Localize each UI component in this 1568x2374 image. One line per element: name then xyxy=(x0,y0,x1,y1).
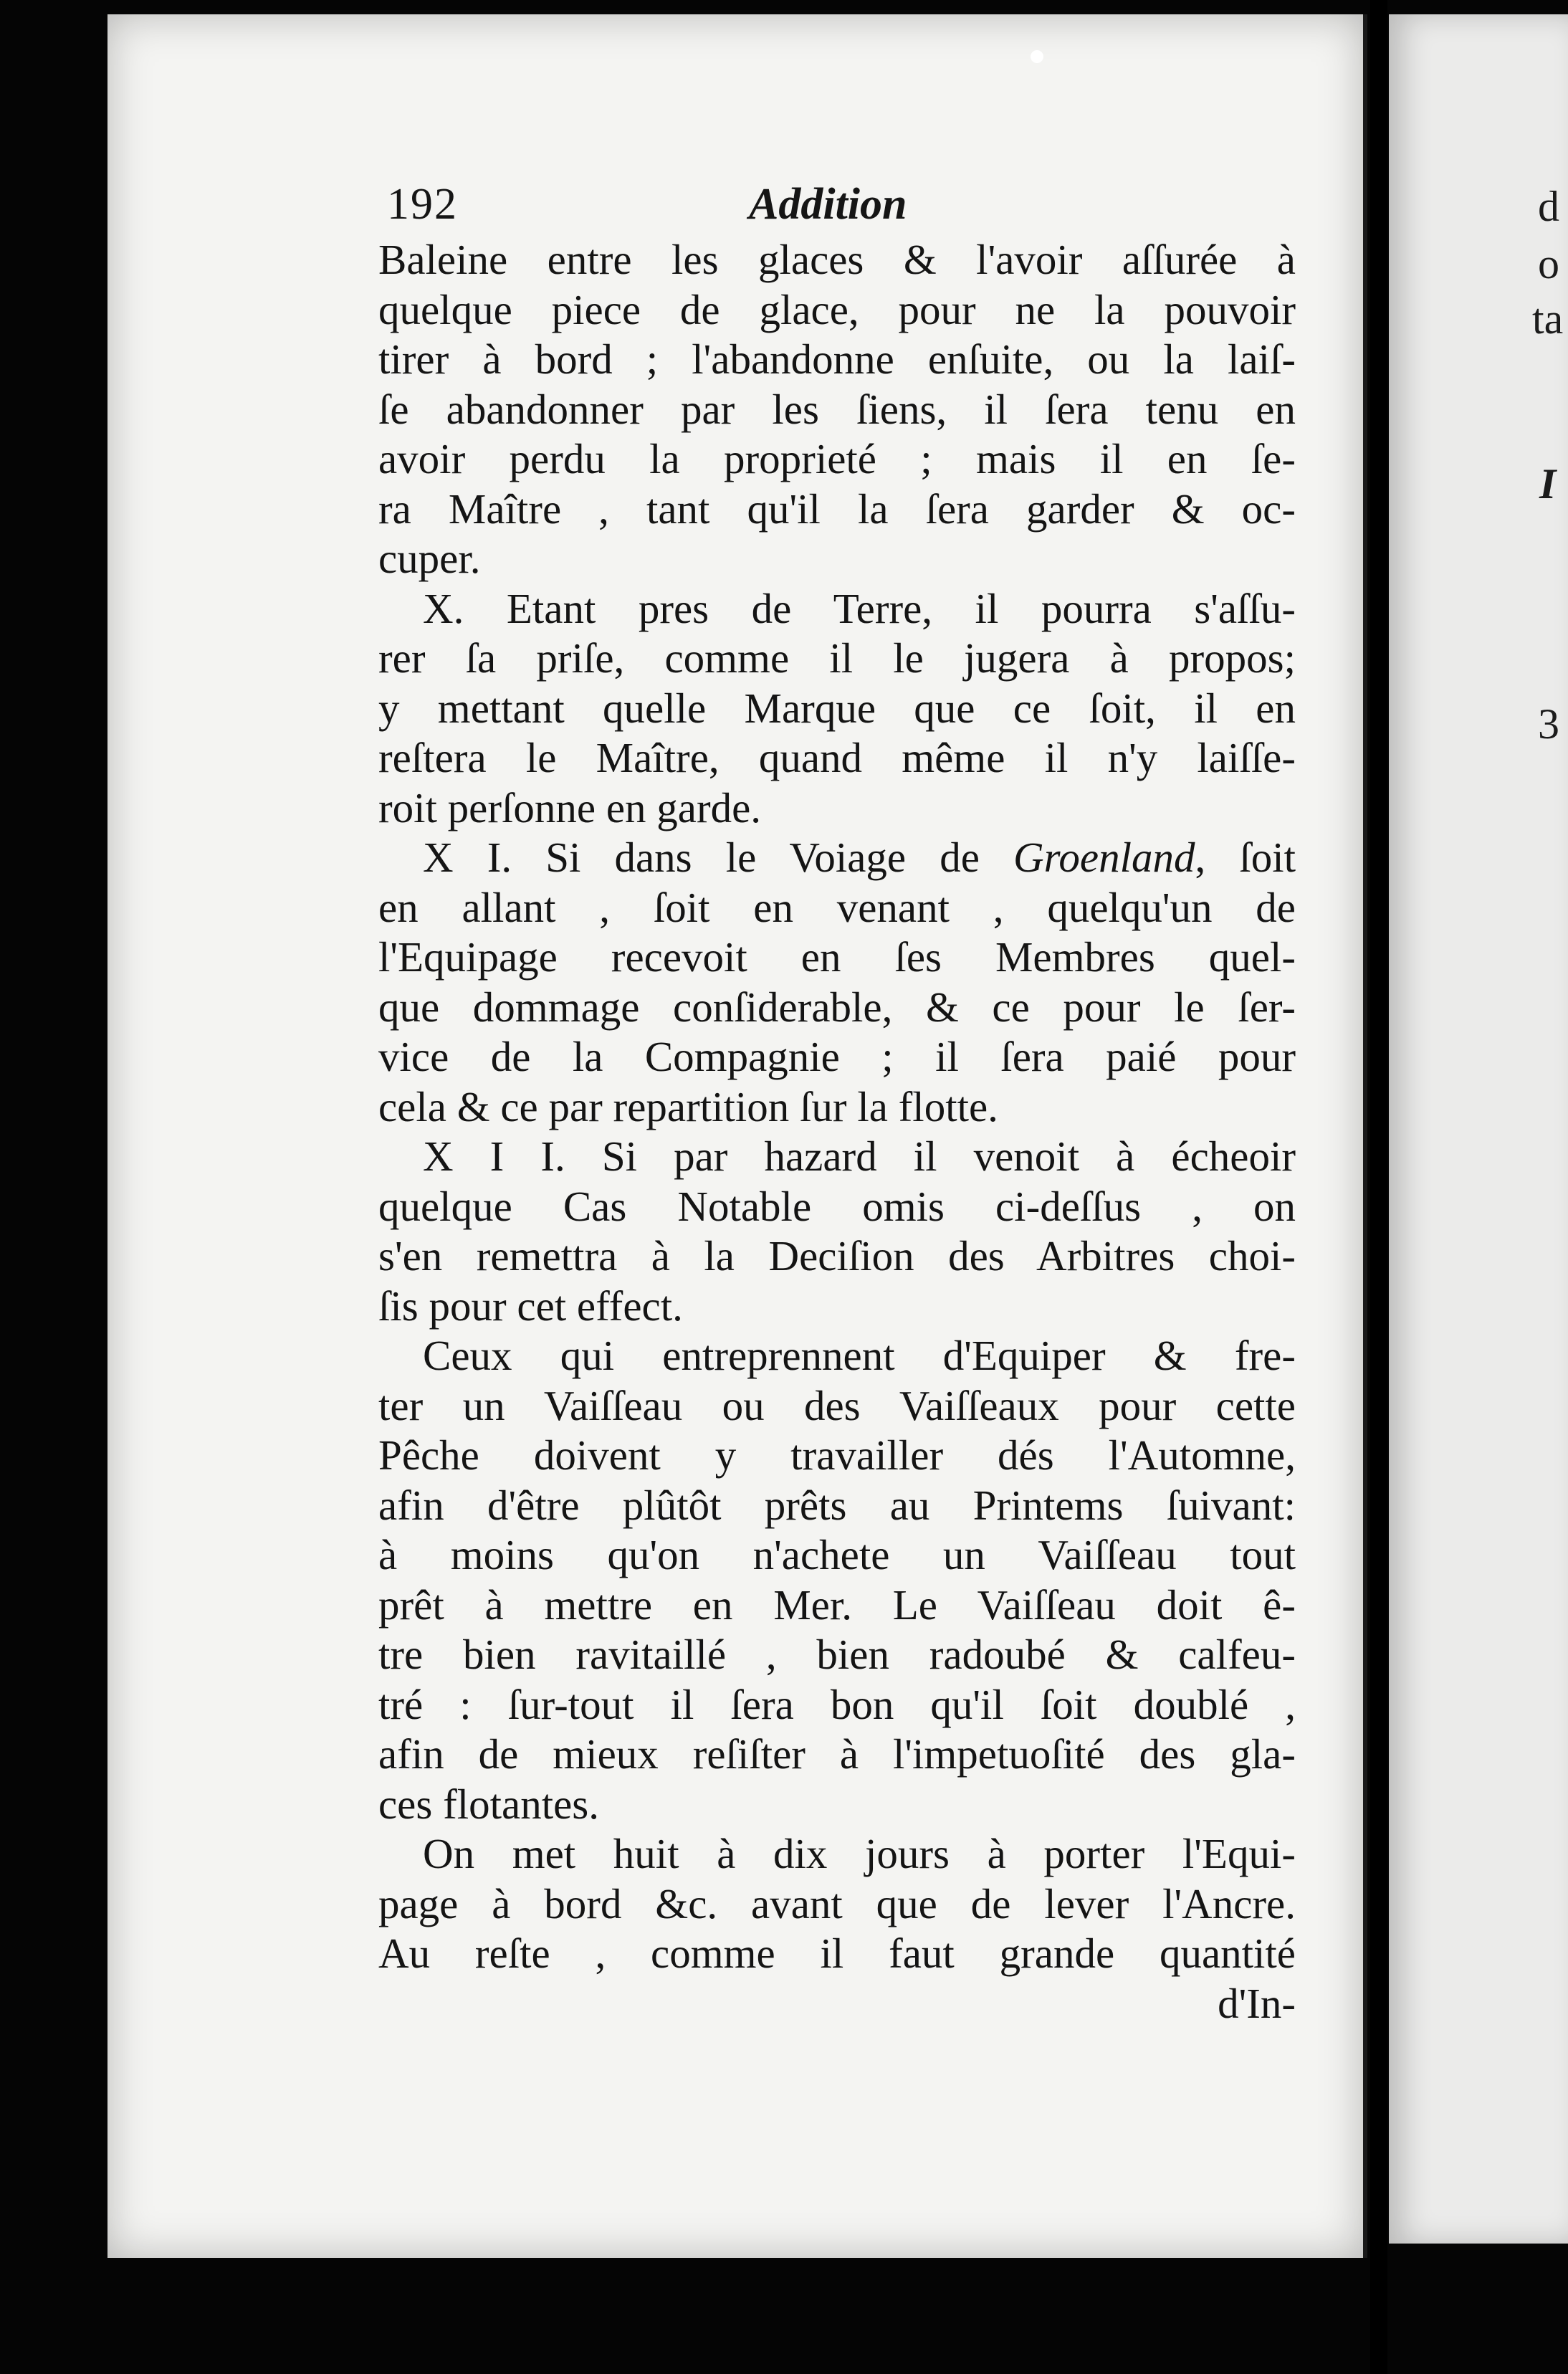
text-line: prêt à mettre en Mer. Le Vaiſſeau doit ê- xyxy=(378,1581,1296,1629)
facing-page-edge xyxy=(1389,14,1568,2244)
text-line: afin de mieux reſiſter à l'impetuoſité des gla- xyxy=(378,1730,1296,1778)
text-line: cuper. xyxy=(378,535,481,582)
text-line: tirer à bord ; l'abandonne enſuite, ou la laiſ- xyxy=(378,335,1296,383)
text-line: l'Equipage recevoit en ſes Membres quel- xyxy=(378,933,1296,981)
catchword: d'In- xyxy=(1218,1979,1296,2027)
running-head: Addition xyxy=(749,180,907,229)
text-line: que dommage conſiderable, & ce pour le ſer- xyxy=(378,983,1296,1031)
text-line: Au reſte , comme il faut grande quantité xyxy=(378,1930,1296,1977)
text-line: tre bien ravitaillé , bien radoubé & calfeu- xyxy=(378,1631,1296,1678)
facing-page-fragment: o xyxy=(1538,240,1559,287)
text-line: avoir perdu la proprieté ; mais il en ſe- xyxy=(378,435,1296,482)
facing-page-fragment: ta xyxy=(1532,295,1564,343)
text-line: vice de la Compagnie ; il ſera paié pour xyxy=(378,1033,1296,1080)
facing-page-fragment: I xyxy=(1539,460,1557,507)
place-name-italic: Groenland xyxy=(1013,834,1195,881)
text-line: y mettant quelle Marque que ce ſoit, il en xyxy=(378,684,1296,732)
text-line: quelque Cas Notable omis ci-deſſus , on xyxy=(378,1182,1296,1230)
text-line: roit perſonne en garde. xyxy=(378,783,762,831)
text-line: cela & ce par repartition ſur la flotte. xyxy=(378,1082,998,1130)
article-x-line: X. Etant pres de Terre, il pourra s'aſſu- xyxy=(423,584,1296,632)
text-line: ſe abandonner par les ſiens, il ſera tenu en xyxy=(378,385,1296,433)
text-line: ces flotantes. xyxy=(378,1780,599,1828)
text-line: page à bord &c. avant que de lever l'Ancre. xyxy=(378,1879,1296,1927)
text-line: tré : ſur-tout il ſera bon qu'il ſoit doublé , xyxy=(378,1680,1296,1728)
text-line: s'en remettra à la Deciſion des Arbitres choi- xyxy=(378,1232,1296,1279)
page-header xyxy=(387,179,1290,237)
paragraph-start-line: Ceux qui entreprennent d'Equiper & fre- xyxy=(423,1332,1296,1379)
body-text xyxy=(378,235,1296,2029)
text-line: Pêche doivent y travailler dés l'Automne, xyxy=(378,1431,1296,1479)
text-line: en allant , ſoit en venant , quelqu'un de xyxy=(378,883,1296,931)
facing-page-fragment: d xyxy=(1538,183,1559,230)
text-line: ra Maître , tant qu'il la ſera garder & oc- xyxy=(378,485,1296,533)
facing-page-fragment: 3 xyxy=(1538,700,1559,748)
text-line: à moins qu'on n'achete un Vaiſſeau tout xyxy=(378,1531,1296,1578)
article-xi-tail: , ſoit xyxy=(1195,834,1296,881)
text-line: ter un Vaiſſeau ou des Vaiſſeaux pour cette xyxy=(378,1381,1296,1429)
paragraph-start-line: On met huit à dix jours à porter l'Equi- xyxy=(423,1830,1296,1877)
text-line: rer ſa priſe, comme il le jugera à propos; xyxy=(378,634,1296,682)
article-xii-line: X I I. Si par hazard il venoit à écheoir xyxy=(423,1133,1296,1180)
text-line: afin d'être plûtôt prêts au Printems ſuivant: xyxy=(378,1481,1296,1529)
paper-speck xyxy=(1031,50,1043,63)
text-line: ſis pour cet effect. xyxy=(378,1282,683,1330)
text-line: quelque piece de glace, pour ne la pouvoir xyxy=(378,285,1296,333)
text-line: reſtera le Maître, quand même il n'y laiſſe- xyxy=(378,734,1296,781)
article-xi-line xyxy=(378,833,1296,883)
page-gutter xyxy=(1370,0,1387,2374)
article-xi-text: X I. Si dans le Voiage de xyxy=(423,834,980,881)
text-line: Baleine entre les glaces & l'avoir aſſurée à xyxy=(378,236,1296,283)
page-number: 192 xyxy=(387,180,458,229)
